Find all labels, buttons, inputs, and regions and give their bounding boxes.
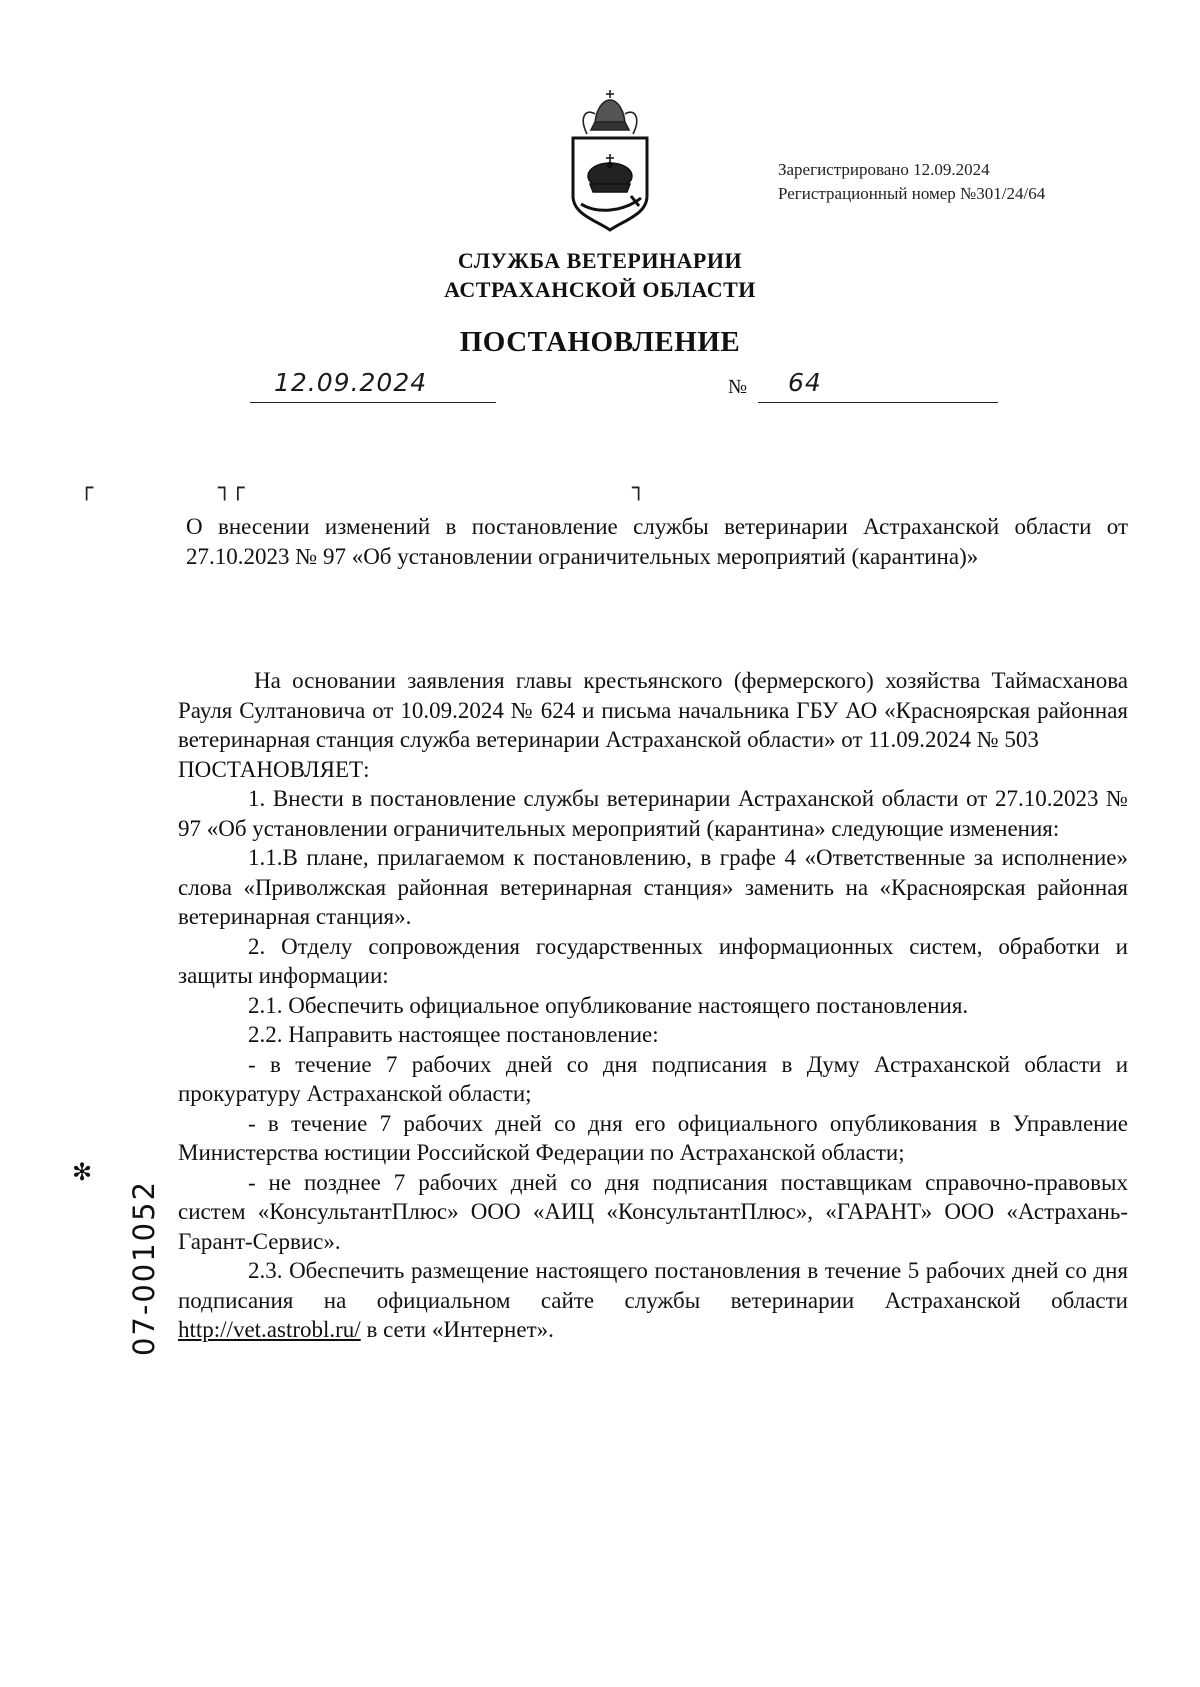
number-sign: №	[728, 376, 748, 398]
document-type-title: ПОСТАНОВЛЕНИЕ	[459, 326, 741, 358]
date-field	[250, 368, 496, 403]
document-subject: О внесении изменений в постановление службы ветеринарии Астраханской области от 27.10.2023 № 97 «Об установлении ограничительных мероприятий (карантина)»	[186, 514, 1128, 569]
agency-name	[0, 246, 1200, 304]
agency-name-line1: СЛУЖБА ВЕТЕРИНАРИИ	[457, 248, 743, 273]
preamble-paragraph: На основании заявления главы крестьянского (фермерского) хозяйства Таймасханова Рауля Султановича от 10.09.2024 № 624 и письма начальника ГБУ АО «Красноярская районная ветеринарная станция служба ветеринарии Астраханской области» от 11.09.2024 № 503	[178, 668, 1128, 752]
registration-stamp	[778, 158, 1045, 206]
paragraph-2-2-c: - не позднее 7 рабочих дней со дня подписания поставщикам справочно-правовых систем «КонсультантПлюс» ООО «АИЦ «КонсультантПлюс», «ГАРАНТ» ООО «Астрахань-Гарант-Сервис».	[178, 1169, 1128, 1254]
corner-bracket-left: ┌	[80, 476, 94, 501]
paragraph-1: 1. Внести в постановление службы ветеринарии Астраханской области от 27.10.2023 № 97 «Об установлении ограничительных мероприятий (карантина» следующие изменения:	[178, 786, 1128, 841]
registration-number: Регистрационный номер №301/24/64	[778, 184, 1046, 203]
registration-date: Зарегистрировано 12.09.2024	[778, 160, 990, 179]
paragraph-2-2-a: - в течение 7 рабочих дней со дня подписания в Думу Астраханской области и прокуратуру Астраханской области;	[178, 1051, 1128, 1106]
paragraph-2-3-text: 2.3. Обеспечить размещение настоящего постановления в течение 5 рабочих дней со дня подписания на официальном сайте службы ветеринарии Астраханской области	[178, 1258, 1128, 1313]
paragraph-2-1: 2.1. Обеспечить официальное опубликование настоящего постановления.	[248, 992, 969, 1018]
paragraph-2: 2. Отделу сопровождения государственных информационных систем, обработки и защиты информации:	[178, 933, 1128, 988]
paragraph-2-2-b: - в течение 7 рабочих дней со дня его официального опубликования в Управление Министерства юстиции Российской Федерации по Астраханской области;	[178, 1110, 1128, 1165]
corner-bracket-right: ┐	[632, 476, 646, 501]
website-link[interactable]: http://vet.astrobl.ru/	[178, 1317, 361, 1342]
paragraph-2-2: 2.2. Направить настоящее постановление:	[248, 1022, 659, 1047]
number-field	[758, 368, 998, 403]
document-body	[178, 666, 1128, 1345]
margin-mark: ✻	[72, 1158, 93, 1186]
handwritten-date: 12.09.2024	[274, 368, 428, 397]
side-registration-number: 07-001052	[127, 1179, 161, 1357]
decree-word: ПОСТАНОВЛЯЕТ:	[178, 756, 370, 782]
handwritten-number: 64	[788, 368, 822, 397]
corner-bracket-mid-right: ┐┌	[218, 476, 245, 501]
coat-of-arms-emblem	[565, 88, 655, 233]
agency-name-line2: АСТРАХАНСКОЙ ОБЛАСТИ	[444, 277, 756, 302]
paragraph-2-3	[178, 1256, 1128, 1345]
paragraph-1-1: 1.1.В плане, прилагаемом к постановлению, в графе 4 «Ответственные за исполнение» слова «Приволжская районная ветеринарная станция» заменить на «Красноярская районная ветеринарная станция».	[178, 845, 1128, 929]
paragraph-2-3-tail: в сети «Интернет».	[366, 1317, 554, 1342]
